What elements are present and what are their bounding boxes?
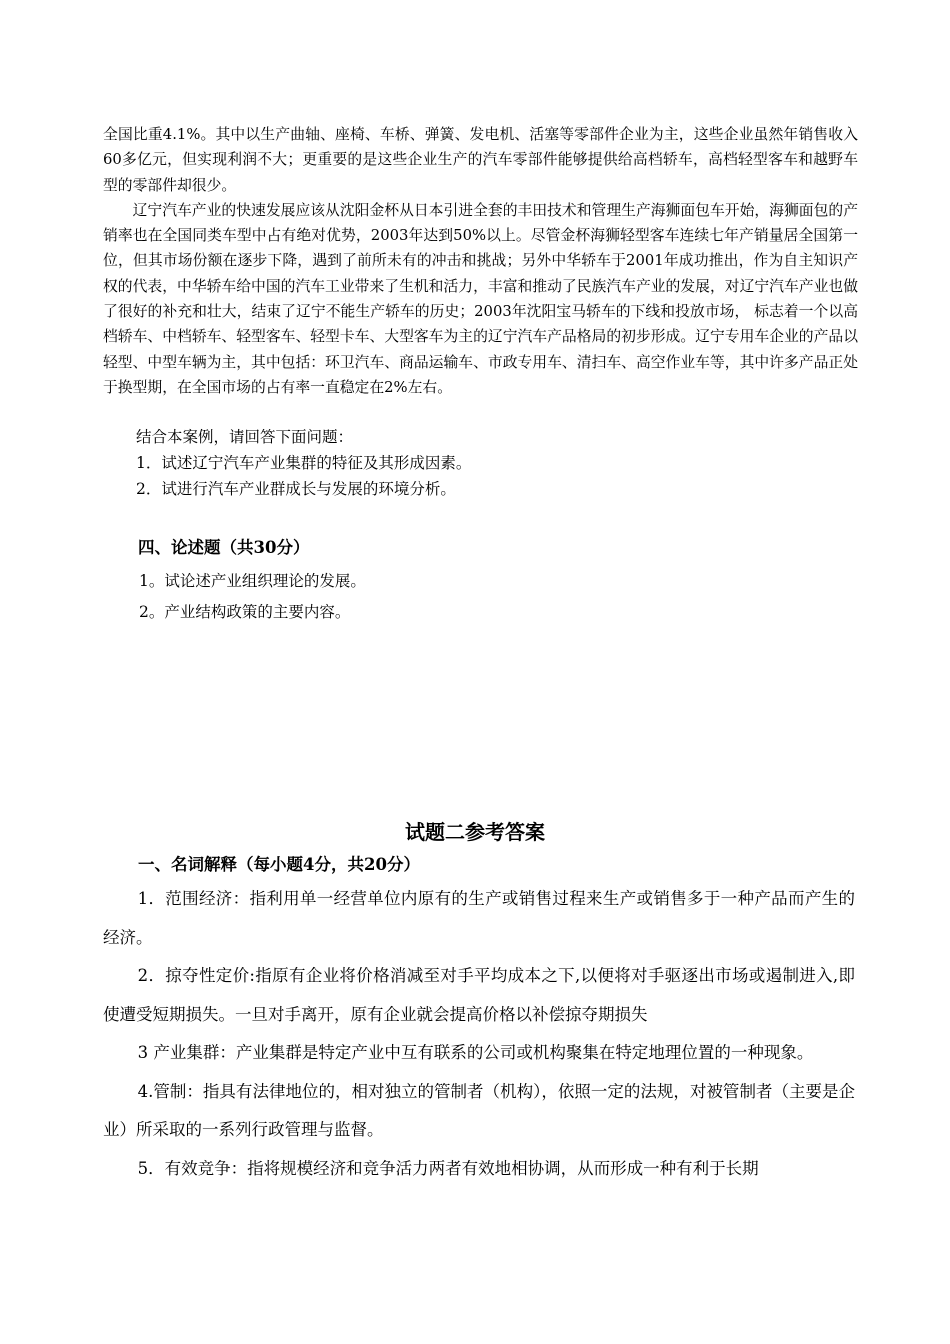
section-4-heading: 四、论述题（共30分） bbox=[138, 538, 310, 557]
answer-item-3: 3 产业集群：产业集群是特定产业中互有联系的公司或机构聚集在特定地理位置的一种现象。 bbox=[137, 1043, 814, 1062]
case-question-2: 2．试进行汽车产业群成长与发展的环境分析。 bbox=[136, 480, 456, 498]
answer-item-5: 5．有效竞争：指将规模经济和竞争活力两者有效地相协调，从而形成一种有利于长期 bbox=[137, 1158, 759, 1178]
answer-key-title: 试题二参考答案 bbox=[405, 820, 545, 844]
case-study-text bbox=[103, 122, 858, 400]
answer-list bbox=[103, 880, 855, 1188]
essay-question-2: 2。产业结构政策的主要内容。 bbox=[139, 603, 351, 621]
answer-section-1-heading: 一、名词解释（每小题4分，共20分） bbox=[138, 855, 420, 874]
answer-item-2: 2．掠夺性定价:指原有企业将价格消减至对手平均成本之下,以便将对手驱逐出市场或遏制进入,即使遭受短期损失。一旦对手离开，原有企业就会提高价格以补偿掠夺期损失 bbox=[103, 966, 855, 1024]
case-paragraph-1: 全国比重4.1%。其中以生产曲轴、座椅、车桥、弹簧、发电机、活塞等零部件企业为主，这些企业虽然年销售收入60多亿元，但实现利润不大；更重要的是这些企业生产的汽车零部件能够提供给高档轿车，高档轻型客车和越野车型的零部件却很少。 bbox=[103, 126, 858, 194]
essay-question-list bbox=[139, 566, 366, 628]
case-questions-intro: 结合本案例，请回答下面问题： bbox=[136, 428, 354, 446]
essay-question-1: 1。试论述产业组织理论的发展。 bbox=[139, 572, 366, 590]
case-paragraph-2: 辽宁汽车产业的快速发展应该从沈阳金杯从日本引进全套的丰田技术和管理生产海狮面包车开始，海狮面包的产销率也在全国同类车型中占有绝对优势，2003年达到50%以上。尽管金杯海狮轻型客车连续七年产销量居全国第一位，但其市场份额在逐步下降，遇到了前所未有的冲击和挑战；另外中华轿车于2001年成功推出，作为自主知识产权的代表，中华轿车给中国的汽车工业带来了生机和活力，丰富和推动了民族汽车产业的发展，对辽宁汽车产业也做了很好的补充和壮大，结束了辽宁不能生产轿车的历史；2003年沈阳宝马轿车的下线和投放市场， 标志着一个以高档轿车、中档轿车、轻型客车、轻型卡车、大型客车为主的辽宁汽车产品格局的初步形成。辽宁专用车企业的产品以轻型、中型车辆为主，其中包括：环卫汽车、商品运输车、市政专用车、清扫车、高空作业车等，其中许多产品正处于换型期，在全国市场的占有率一直稳定在2%左右。 bbox=[103, 201, 858, 396]
answer-item-4: 4.管制：指具有法律地位的，相对独立的管制者（机构），依照一定的法规，对被管制者（主要是企业）所采取的一系列行政管理与监督。 bbox=[103, 1081, 855, 1139]
case-question-1: 1．试述辽宁汽车产业集群的特征及其形成因素。 bbox=[136, 454, 472, 472]
case-questions bbox=[103, 424, 858, 502]
answer-item-1: 1．范围经济：指利用单一经营单位内原有的生产或销售过程来生产或销售多于一种产品而产生的经济。 bbox=[103, 889, 855, 947]
